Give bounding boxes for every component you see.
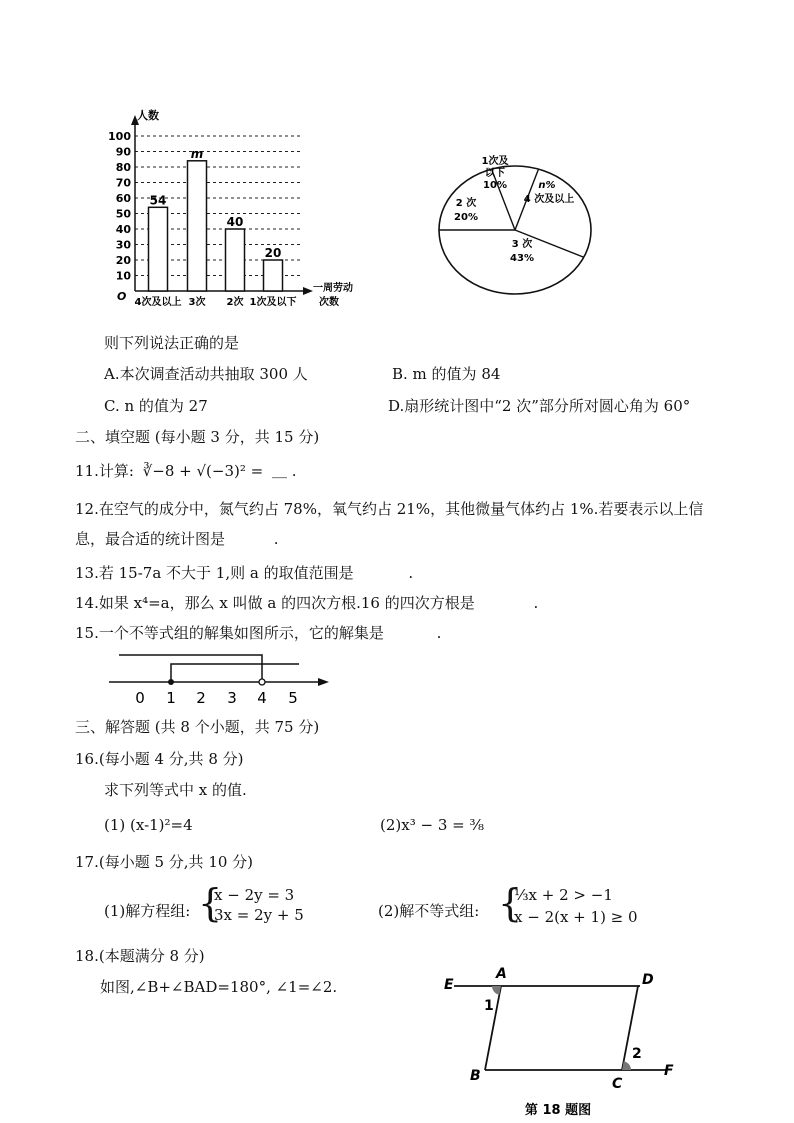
solid-point-1 bbox=[168, 679, 174, 685]
number-line-figure bbox=[105, 648, 335, 706]
left-brace-icon: { bbox=[198, 881, 223, 925]
q15 bbox=[75, 622, 441, 643]
q10-option-a: A.本次调查活动共抽取 300 人 bbox=[104, 365, 308, 383]
y-tick-label: 70 bbox=[115, 176, 131, 190]
q13 bbox=[75, 562, 413, 583]
q17-part2-label: (2)解不等式组: bbox=[378, 902, 480, 920]
pie-label-1-line2: 以下 bbox=[485, 168, 505, 179]
pie-label-2-line2: 4 次及以上 bbox=[523, 194, 575, 205]
q11 bbox=[75, 460, 297, 481]
q16-heading: 16.(每小题 4 分,共 8 分) bbox=[75, 750, 244, 768]
nl-tick-4: 4 bbox=[257, 689, 267, 706]
q12-line1: 12.在空气的成分中，氮气约占 78%，氧气约占 21%，其他微量气体约占 1%.若要表示以上信 bbox=[75, 500, 704, 518]
y-tick-label: 20 bbox=[115, 254, 131, 267]
x-category-label: 3次 bbox=[188, 297, 206, 308]
bar bbox=[188, 161, 207, 291]
label-C: C bbox=[612, 1076, 623, 1092]
label-E: E bbox=[444, 977, 454, 993]
q15-end: . bbox=[436, 624, 442, 642]
x-category-label: 2次 bbox=[226, 297, 244, 308]
q18-heading: 18.(本题满分 8 分) bbox=[75, 947, 205, 965]
q15-text: 15.一个不等式组的解集如图所示，它的解集是 bbox=[75, 624, 384, 642]
nl-tick-0: 0 bbox=[135, 689, 145, 706]
solution-bracket-x-gt-1 bbox=[171, 664, 299, 682]
pie-chart bbox=[435, 150, 595, 310]
q12-line2-text: 息，最合适的统计图是 bbox=[75, 530, 226, 548]
section-3-heading: 三、解答题 (共 8 个小题，共 75 分) bbox=[75, 718, 320, 736]
q18-text: 如图,∠B+∠BAD=180°, ∠1=∠2. bbox=[100, 978, 338, 996]
figure-18-parallelogram bbox=[440, 960, 690, 1120]
y-tick-label: 60 bbox=[115, 192, 131, 205]
origin-label: O bbox=[117, 290, 127, 303]
q12-line2 bbox=[75, 528, 279, 549]
pie-label-4-line2: 20% bbox=[454, 212, 478, 223]
label-F: F bbox=[664, 1063, 674, 1079]
pie-label-3-line2: 43% bbox=[510, 253, 534, 264]
nl-tick-5: 5 bbox=[288, 689, 298, 706]
y-axis-label: 人数 bbox=[137, 109, 159, 122]
hollow-point-4 bbox=[259, 679, 265, 685]
bar-chart bbox=[95, 105, 385, 315]
pie-label-3-line1: 3 次 bbox=[511, 239, 533, 250]
y-tick-label: 50 bbox=[115, 207, 131, 221]
q17-part1-eq2: 3x = 2y + 5 bbox=[214, 906, 304, 924]
x-axis-label-line1: 一周劳动 bbox=[313, 283, 353, 294]
pie-label-2-line1: n% bbox=[538, 180, 556, 191]
pie-label-1-line3: 10% bbox=[483, 180, 507, 191]
y-tick-label: 30 bbox=[115, 238, 131, 252]
figure-18-caption: 第 18 题图 bbox=[524, 1103, 592, 1118]
q17-part1-eq1: x − 2y = 3 bbox=[214, 886, 295, 904]
y-tick-label: 40 bbox=[115, 223, 131, 236]
q11-expression: ∛−8 + √(−3)² = bbox=[142, 462, 264, 480]
q17-heading: 17.(每小题 5 分,共 10 分) bbox=[75, 853, 254, 871]
left-brace-icon: { bbox=[498, 881, 523, 925]
section-2-heading: 二、填空题 (每小题 3 分，共 15 分) bbox=[75, 428, 320, 446]
bar-data-label: m bbox=[190, 146, 204, 161]
x-axis-label-line2: 次数 bbox=[319, 297, 339, 308]
label-B: B bbox=[470, 1068, 481, 1084]
bar bbox=[149, 207, 168, 291]
q12-end: . bbox=[273, 530, 279, 548]
q10-option-b: B. m 的值为 84 bbox=[392, 365, 501, 383]
bar-data-label: 20 bbox=[264, 246, 282, 260]
pie-label-4-line1: 2 次 bbox=[455, 198, 477, 209]
bar-data-label: 54 bbox=[149, 193, 167, 208]
label-A: A bbox=[496, 966, 507, 982]
bar-data-label: 40 bbox=[226, 215, 244, 229]
x-category-label: 1次及以下 bbox=[249, 297, 297, 308]
q14 bbox=[75, 592, 538, 613]
q13-text: 13.若 15-7a 不大于 1,则 a 的取值范围是 bbox=[75, 564, 354, 582]
pie-label-1-line1: 1次及 bbox=[481, 156, 509, 167]
y-tick-label: 80 bbox=[115, 161, 131, 174]
q17-part2-eq2: x − 2(x + 1) ≥ 0 bbox=[514, 908, 638, 926]
q11-blank: ＿ . bbox=[271, 462, 297, 480]
y-tick-label: 10 bbox=[115, 269, 131, 283]
label-angle-2: 2 bbox=[632, 1046, 642, 1062]
nl-tick-2: 2 bbox=[196, 689, 206, 706]
y-tick-label: 90 bbox=[115, 145, 131, 159]
bar bbox=[226, 229, 245, 291]
x-axis-arrow bbox=[303, 287, 313, 295]
q10-option-c: C. n 的值为 27 bbox=[104, 397, 208, 415]
q14-text: 14.如果 x⁴=a，那么 x 叫做 a 的四次方根.16 的四次方根是 bbox=[75, 594, 475, 612]
solution-bracket-x-lt-4 bbox=[119, 655, 262, 682]
y-tick-label: 100 bbox=[108, 130, 131, 143]
label-angle-1: 1 bbox=[484, 998, 494, 1014]
q11-prefix: 11.计算: bbox=[75, 462, 134, 480]
q13-end: . bbox=[408, 564, 414, 582]
nl-tick-1: 1 bbox=[166, 689, 176, 706]
q16-prompt: 求下列等式中 x 的值. bbox=[104, 781, 247, 799]
q17-part1-label: (1)解方程组: bbox=[104, 902, 191, 920]
q17-part2-eq1: ⅓x + 2 > −1 bbox=[514, 886, 613, 904]
q16-part2: (2)x³ − 3 = ³⁄₈ bbox=[380, 816, 485, 834]
bar bbox=[264, 260, 283, 291]
q16-part1: (1) (x-1)²=4 bbox=[104, 816, 193, 834]
q10-option-d: D.扇形统计图中“2 次”部分所对圆心角为 60° bbox=[388, 397, 691, 415]
x-category-label: 4次及以上 bbox=[134, 297, 182, 308]
q14-end: . bbox=[533, 594, 539, 612]
label-D: D bbox=[642, 972, 654, 988]
number-line-arrow bbox=[318, 678, 329, 686]
q10-prompt: 则下列说法正确的是 bbox=[104, 334, 240, 352]
nl-tick-3: 3 bbox=[227, 689, 237, 706]
